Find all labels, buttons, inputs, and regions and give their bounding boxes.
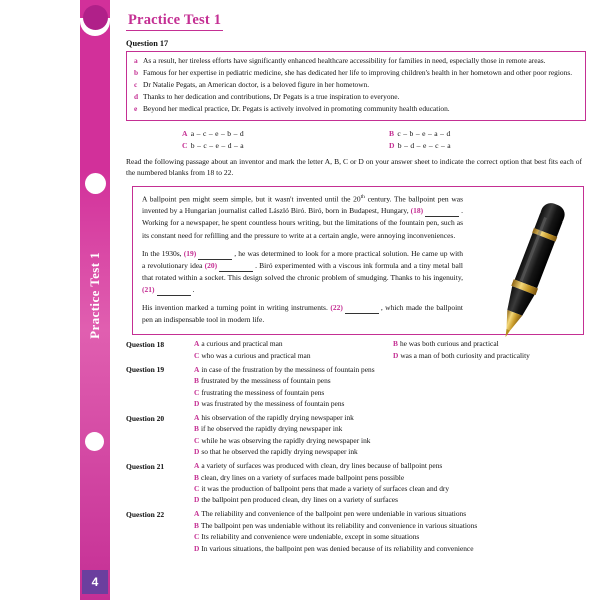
question-19-label: Question 19 [126,365,165,375]
option-c[interactable] [182,141,379,150]
option-letter: C [194,387,200,397]
question-19-block [126,361,586,409]
jumble-letter: b [134,68,139,78]
option-letter: A [182,129,188,139]
question-17-options [120,129,586,150]
question-20-label: Question 20 [126,413,165,423]
option-text: while he was observing the rapidly drying newspaper ink [201,435,371,445]
question-20-block [126,409,586,457]
list-item [134,56,578,67]
option-letter: B [194,472,199,482]
passage-text: , he was determined to look for a more practical solution. He came up with a revolutionary idea [142,248,463,270]
passage-text: In the 1930s, [142,248,182,258]
question-22-block [126,505,586,553]
jumble-letter: e [134,104,138,114]
passage-wrapper [132,186,584,336]
jumble-text: Famous for her expertise in pediatric medicine, she has dedicated her life to improving children's health in her hometown and other poor regions. [143,68,573,78]
option-letter: C [182,141,188,151]
option-text: In various situations, the ballpoint pen was denied because of its reliability and convenience [201,543,474,553]
jumble-text: Thanks to her dedication and contributions, Dr Pegats is a true inspiration to everyone. [143,92,400,102]
ballpoint-pen-icon [476,192,588,344]
option-letter: A [194,461,200,471]
question-19-options [194,365,586,409]
blank-line [345,307,379,314]
option-text: in case of the frustration by the messiness of fountain pens [201,364,375,374]
blank-number-22: (22) [330,303,343,313]
option-b[interactable] [194,424,586,434]
blank-number-19: (19) [183,248,197,258]
option-text: he was both curious and practical [399,339,499,349]
jumble-letter: d [134,92,139,102]
passage-text: His invention marked a turning point in writing instruments. [142,303,328,313]
passage-paragraph-3 [142,302,463,326]
option-letter: D [389,141,395,151]
jumble-letter: a [134,56,138,65]
option-text: who was a curious and practical man [201,350,311,360]
content-column [112,0,600,600]
page-title: Practice Test 1 [126,12,223,31]
option-b[interactable] [194,473,586,483]
option-text: a – c – e – b – d [190,129,244,139]
option-a[interactable] [182,129,379,138]
option-letter: B [389,129,395,139]
passage-text: . [192,285,195,295]
option-letter: A [194,364,200,374]
option-a[interactable] [194,509,586,519]
option-text: frustrating the messiness of fountain pens [201,387,325,397]
option-text: The ballpoint pen was undeniable without its reliability and convenience in various situations [200,520,478,530]
option-letter: D [393,350,399,360]
passage-text: . Biró experimented with a viscous ink formula and a tiny metal ball that rotated within a socket. This design solved the chronic problem of smudging. Thanks to his ingenuity, [142,260,463,282]
option-letter: B [194,376,199,386]
option-c[interactable] [194,532,586,542]
option-c[interactable] [194,388,586,398]
option-d[interactable] [389,141,586,150]
question-21-options [194,461,586,505]
blank-line [219,265,253,272]
option-letter: D [194,495,200,505]
rail-circle-icon-middle [85,173,106,194]
option-letter: A [194,339,200,349]
question-21-block [126,457,586,505]
option-text: the ballpoint pen produced clean, dry lines on a variety of surfaces [201,495,398,505]
passage-paragraph-2 [142,248,463,297]
option-text: clean, dry lines on a variety of surfaces made ballpoint pens possible [200,472,405,482]
question-22-options [194,509,586,553]
option-letter: D [194,399,200,409]
blank-line [425,210,459,217]
option-c[interactable] [194,436,586,446]
blank-number-18: (18) [410,206,424,216]
passage-paragraph-1 [142,193,463,242]
option-letter: A [194,413,200,423]
option-text: c – b – e – a – d [397,129,451,139]
list-item [134,104,578,115]
passage-text: A ballpoint pen might seem simple, but it wasn't invented until the 20 [142,194,361,204]
option-a[interactable] [194,413,586,423]
option-c[interactable] [194,484,586,494]
passage-text: . Working for a newspaper, he spent countless hours writing, but the limitations of the fountain pen, such as its constant need for refilling and the pressure to write at a certain angle, were annoying inconveniences. [142,206,464,240]
option-d[interactable] [194,495,586,505]
option-text: frustrated by the messiness of fountain pens [200,376,331,386]
option-text: Its reliability and convenience were undeniable, except in some situations [201,532,420,542]
option-d[interactable] [393,351,586,361]
option-d[interactable] [194,399,586,409]
option-text: it was the production of ballpoint pens that made a variety of surfaces clean and dry [201,484,450,494]
blank-line [157,289,191,296]
option-letter: C [194,532,200,542]
reading-instruction: Read the following passage about an inventor and mark the letter A, B, C or D on your answer sheet to indicate the correct option that best fits each of the numbered blanks from 18 to 22. [126,157,582,178]
option-text: was a man of both curiosity and practicality [400,350,530,360]
option-text: b – c – e – d – a [190,141,244,151]
blank-line [198,253,232,260]
option-text: if he observed the rapidly drying newspaper ink [200,424,343,434]
option-a[interactable] [194,365,586,375]
question-22-label: Question 22 [126,509,165,519]
option-b[interactable] [194,521,586,531]
rail-circle-icon-top [83,5,108,30]
option-text: was frustrated by the messiness of fountain pens [201,399,345,409]
page-number-badge: 4 [82,570,108,594]
ordinal-suffix: th [360,193,365,200]
option-text: a variety of surfaces was produced with clean, dry lines because of ballpoint pens [201,461,443,471]
option-text: so that he observed the rapidly drying newspaper ink [201,447,358,457]
option-letter: B [194,520,199,530]
option-letter: C [194,350,200,360]
question-21-label: Question 21 [126,461,165,471]
option-c[interactable] [194,351,387,361]
option-a[interactable] [194,461,586,471]
option-letter: B [393,339,398,349]
passage-text: century. The ballpoint pen was invented by a Hungarian journalist called László Biró. Biró, born in Budapest, Hungary, [142,194,463,216]
option-text: his observation of the rapidly drying newspaper ink [201,413,354,423]
option-letter: B [194,424,199,434]
jumble-text: As a result, her tireless efforts have significantly enhanced healthcare accessibility for families in need, especially those in remote areas. [143,56,546,65]
jumble-letter: c [134,80,138,90]
option-letter: D [194,543,200,553]
option-text: b – d – e – c – a [397,141,451,151]
option-b[interactable] [389,129,586,138]
rail-circle-icon-lower [85,432,104,451]
option-text: a curious and practical man [201,339,283,349]
option-b[interactable] [194,376,586,386]
list-item [134,68,578,79]
question-17-sentence-box [126,51,586,121]
vertical-practice-test-label: Practice Test 1 [87,251,102,339]
blank-number-21: (21) [142,285,155,295]
option-letter: C [194,435,200,445]
option-letter: C [194,484,200,494]
question-20-options [194,413,586,457]
list-item [134,92,578,103]
option-a[interactable] [194,339,387,349]
blank-number-20: (20) [204,260,218,270]
jumble-text: Dr Natalie Pegats, an American doctor, is a beloved figure in her hometown. [143,80,370,90]
option-text: The reliability and convenience of the ballpoint pen were undeniable in various situations [201,509,467,519]
vertical-practice-test-tab [80,230,110,360]
list-item [134,80,578,91]
passage-text: , which made the ballpoint pen an indispensable tool in modern life. [142,303,464,325]
option-letter: D [194,447,200,457]
option-letter: A [194,509,200,519]
jumble-text: Beyond her medical practice, Dr. Pegats is actively involved in promoting community health education. [143,104,450,114]
option-d[interactable] [194,447,586,457]
question-17-label: Question 17 [126,39,169,48]
option-d[interactable] [194,544,586,554]
question-18-label: Question 18 [126,339,165,349]
